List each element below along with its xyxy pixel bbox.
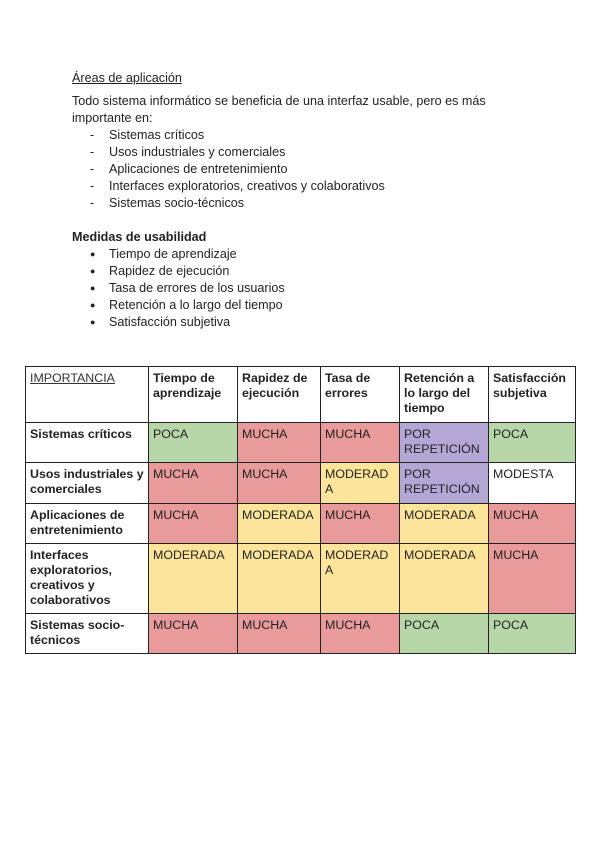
table-cell: MODERADA: [321, 544, 400, 614]
list-item: - Usos industriales y comerciales: [90, 144, 542, 161]
table-row: [26, 614, 576, 654]
row-header: Aplicaciones de entretenimiento: [26, 504, 149, 544]
table-cell: MUCHA: [489, 544, 576, 614]
list-item: ● Tiempo de aprendizaje: [90, 246, 542, 263]
text-content: [72, 70, 542, 331]
table-cell: POCA: [489, 423, 576, 463]
list-item: - Aplicaciones de entretenimiento: [90, 161, 542, 178]
table-cell: MUCHA: [149, 614, 238, 654]
table-cell: POR REPETICIÓN: [400, 423, 489, 463]
list-item: - Sistemas críticos: [90, 127, 542, 144]
table-header-row: [26, 367, 576, 423]
importance-table: [25, 366, 576, 654]
table-cell: MODERADA: [400, 504, 489, 544]
list-item: ● Retención a lo largo del tiempo: [90, 297, 542, 314]
measures-list: [72, 246, 542, 331]
measures-heading: Medidas de usabilidad: [72, 230, 207, 244]
column-header: Satisfacción subjetiva: [489, 367, 576, 423]
intro-paragraph: Todo sistema informático se beneficia de una interfaz usable, pero es más importante en:: [72, 94, 486, 125]
table-corner-label: IMPORTANCIA: [26, 367, 149, 423]
list-item: - Sistemas socio-técnicos: [90, 195, 542, 212]
table-cell: MODERADA: [400, 544, 489, 614]
table-row: [26, 423, 576, 463]
row-header: Sistemas críticos: [26, 423, 149, 463]
table-cell: MODERADA: [149, 544, 238, 614]
areas-list: [72, 127, 542, 212]
table-cell: MODESTA: [489, 463, 576, 504]
column-header: Rapidez de ejecución: [238, 367, 321, 423]
table-cell: MUCHA: [321, 504, 400, 544]
table-row: [26, 504, 576, 544]
table-cell: MUCHA: [489, 504, 576, 544]
column-header: Retención a lo largo del tiempo: [400, 367, 489, 423]
table-cell: MUCHA: [149, 504, 238, 544]
column-header: Tasa de errores: [321, 367, 400, 423]
table-row: [26, 544, 576, 614]
table-cell: MODERADA: [238, 544, 321, 614]
row-header: Interfaces exploratorios, creativos y colaborativos: [26, 544, 149, 614]
table-cell: MUCHA: [321, 423, 400, 463]
row-header: Sistemas socio-técnicos: [26, 614, 149, 654]
section-title: Áreas de aplicación: [72, 71, 182, 85]
column-header: Tiempo de aprendizaje: [149, 367, 238, 423]
table-cell: MUCHA: [238, 463, 321, 504]
table-cell: MUCHA: [238, 614, 321, 654]
list-item: - Interfaces exploratorios, creativos y colaborativos: [90, 178, 542, 195]
table-cell: POCA: [400, 614, 489, 654]
table-cell: MUCHA: [321, 614, 400, 654]
row-header: Usos industriales y comerciales: [26, 463, 149, 504]
table-cell: POCA: [489, 614, 576, 654]
list-item: ● Rapidez de ejecución: [90, 263, 542, 280]
table-cell: POCA: [149, 423, 238, 463]
list-item: ● Tasa de errores de los usuarios: [90, 280, 542, 297]
list-item: ● Satisfacción subjetiva: [90, 314, 542, 331]
table-cell: MODERADA: [321, 463, 400, 504]
table-cell: POR REPETICIÓN: [400, 463, 489, 504]
table-cell: MUCHA: [149, 463, 238, 504]
table-cell: MUCHA: [238, 423, 321, 463]
table-cell: MODERADA: [238, 504, 321, 544]
table-row: [26, 463, 576, 504]
